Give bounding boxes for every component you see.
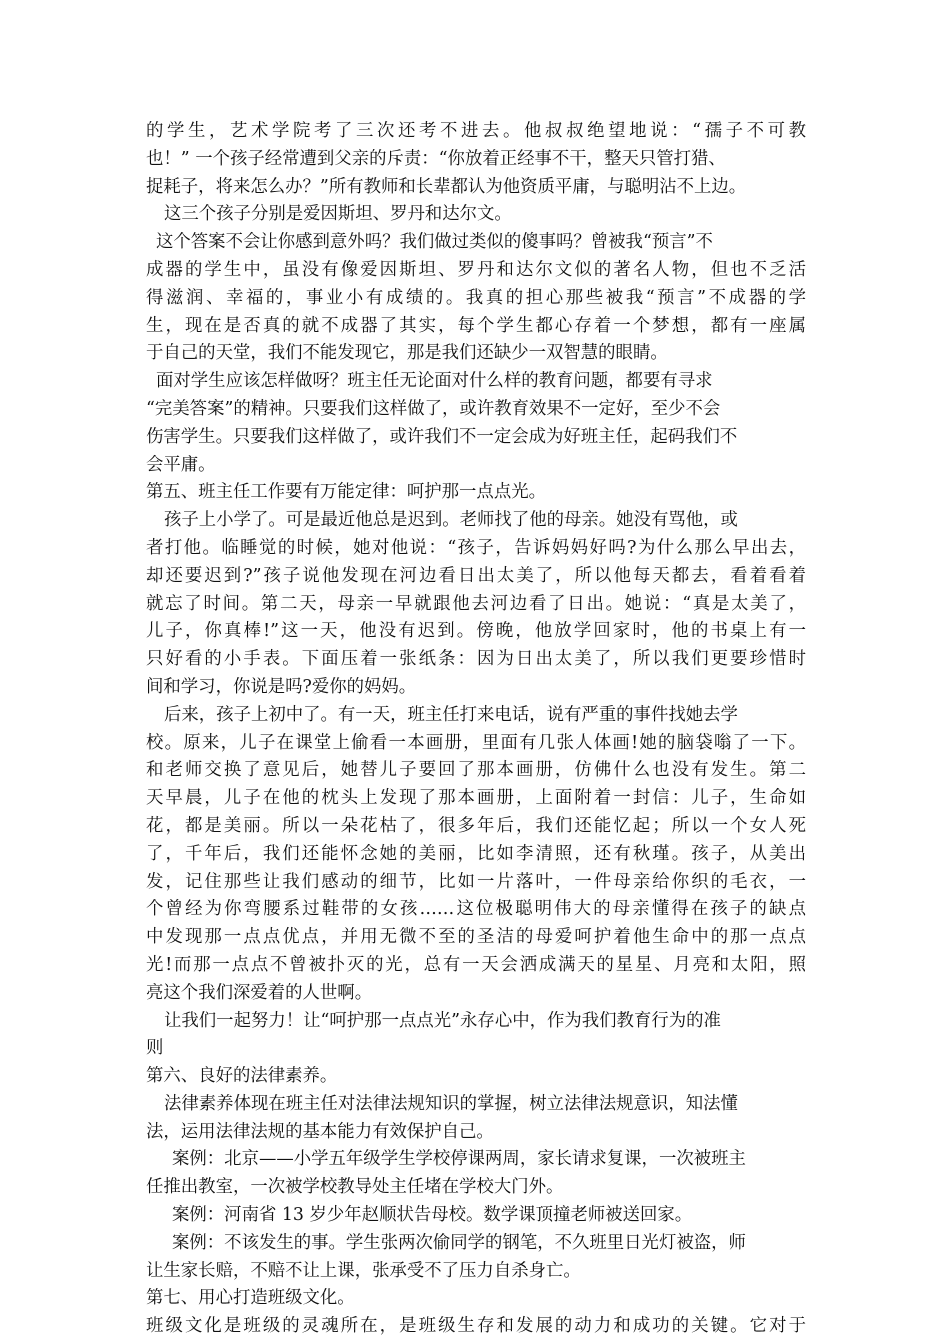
text-line: “完美答案”的精神。只要我们这样做了，或许教育效果不一定好，至少不会 (146, 398, 721, 419)
text-line: 这个答案不会让你感到意外吗？我们做过类似的傻事吗？曾被我“预言”不 (156, 232, 713, 253)
text-line: 任推出教室，一次被学校教导处主任堵在学校大门外。 (146, 1177, 564, 1198)
text-line: 中发现那一点点优点，并用无微不至的圣洁的母爱呵护着他生命中的那一点点 (146, 927, 806, 948)
text-line: 法，运用法律法规的基本能力有效保护自己。 (146, 1121, 494, 1142)
text-line: 只好看的小手表。下面压着一张纸条：因为日出太美了，所以我们更要珍惜时 (146, 649, 806, 670)
text-line: 和老师交换了意见后，她替儿子要回了那本画册，仿佛什么也没有发生。第二 (146, 760, 806, 781)
text-line: 得滋润、幸福的，事业小有成绩的。我真的担心那些被我“预言”不成器的学 (146, 287, 806, 308)
document-page (146, 118, 806, 1341)
text-line: 生，现在是否真的就不成器了其实，每个学生都心存着一个梦想，都有一座属 (146, 315, 806, 336)
text-line: 的学生，艺术学院考了三次还考不进去。他叔叔绝望地说：“孺子不可教 (146, 121, 806, 141)
text-line: 第七、用心打造班级文化。 (146, 1288, 355, 1309)
text-line: 第五、班主任工作要有万能定律：呵护那一点点光。 (146, 482, 546, 503)
text-line: 让生家长赔，不赔不让上课，张承受不了压力自杀身亡。 (146, 1260, 581, 1281)
text-line: 孩子上小学了。可是最近他总是迟到。老师找了他的母亲。她没有骂他，或 (164, 510, 738, 531)
text-line: 案例：不该发生的事。学生张两次偷同学的钢笔，不久班里日光灯被盗，师 (172, 1232, 746, 1253)
text-line: 了，千年后，我们还能怀念她的美丽，比如李清照，还有秋瑾。孩子，从美出 (146, 843, 806, 864)
text-line: 这三个孩子分别是爱因斯坦、罗丹和达尔文。 (164, 204, 512, 225)
text-line: 者打他。临睡觉的时候，她对他说：“孩子，告诉妈妈好吗?为什么那么早出去， (146, 537, 806, 558)
text-line: 成器的学生中，虽没有像爱因斯坦、罗丹和达尔文似的著名人物，但也不乏活 (146, 259, 806, 280)
text-line: 发，记住那些让我们感动的细节，比如一片落叶，一件母亲给你织的毛衣，一 (146, 871, 806, 892)
text-line: 光!而那一点点不曾被扑灭的光，总有一天会洒成满天的星星、月亮和太阳，照 (146, 954, 806, 975)
text-line: 个曾经为你弯腰系过鞋带的女孩……这位极聪明伟大的母亲懂得在孩子的缺点 (146, 899, 806, 920)
text-line: 亮这个我们深爱着的人世啊。 (146, 982, 373, 1003)
text-line: 法律素养体现在班主任对法律法规知识的掌握，树立法律法规意识，知法懂 (164, 1093, 738, 1114)
text-line: 校。原来，儿子在课堂上偷看一本画册，里面有几张人体画!她的脑袋嗡了一下。 (146, 732, 806, 753)
text-line: 花，都是美丽。所以一朵花枯了，很多年后，我们还能忆起；所以一个女人死 (146, 815, 806, 836)
text-line: 捉耗子，将来怎么办？”所有教师和长辈都认为他资质平庸，与聪明沾不上边。 (146, 176, 747, 197)
text-line: 也！” 一个孩子经常遭到父亲的斥责：“你放着正经事不干，整天只管打猎、 (146, 148, 726, 169)
text-line: 儿子，你真棒!”这一天，他没有迟到。傍晚，他放学回家时，他的书桌上有一 (146, 621, 806, 642)
text-line: 天早晨，儿子在他的枕头上发现了那本画册，上面附着一封信：儿子，生命如 (146, 788, 806, 809)
text-line: 则 (146, 1038, 164, 1059)
text-line: 让我们一起努力！让“呵护那一点点光”永存心中，作为我们教育行为的准 (164, 1010, 721, 1031)
text-line: 就忘了时间。第二天，母亲一早就跟他去河边看了日出。她说：“真是太美了， (146, 593, 806, 614)
text-line: 面对学生应该怎样做呀？班主任无论面对什么样的教育问题，都要有寻求 (156, 371, 713, 392)
text-line: 会平庸。 (146, 454, 216, 475)
text-line: 却还要迟到?”孩子说他发现在河边看日出太美了，所以他每天都去，看着看着 (146, 565, 806, 586)
text-line: 第六、良好的法律素养。 (146, 1066, 338, 1087)
text-line: 于自己的天堂，我们不能发现它，那是我们还缺少一双智慧的眼睛。 (146, 343, 668, 364)
text-line: 班级文化是班级的灵魂所在，是班级生存和发展的动力和成功的关键。它对于 (146, 1316, 806, 1337)
text-line: 案例：河南省 13 岁少年赵顺状告母校。数学课顶撞老师被送回家。 (172, 1205, 693, 1226)
text-line: 间和学习，你说是吗?爱你的妈妈。 (146, 676, 417, 697)
text-line: 后来，孩子上初中了。有一天，班主任打来电话，说有严重的事件找她去学 (164, 704, 738, 725)
text-line: 案例：北京——小学五年级学生学校停课两周，家长请求复课，一次被班主 (172, 1149, 746, 1170)
text-line: 伤害学生。只要我们这样做了，或许我们不一定会成为好班主任，起码我们不 (146, 426, 738, 447)
